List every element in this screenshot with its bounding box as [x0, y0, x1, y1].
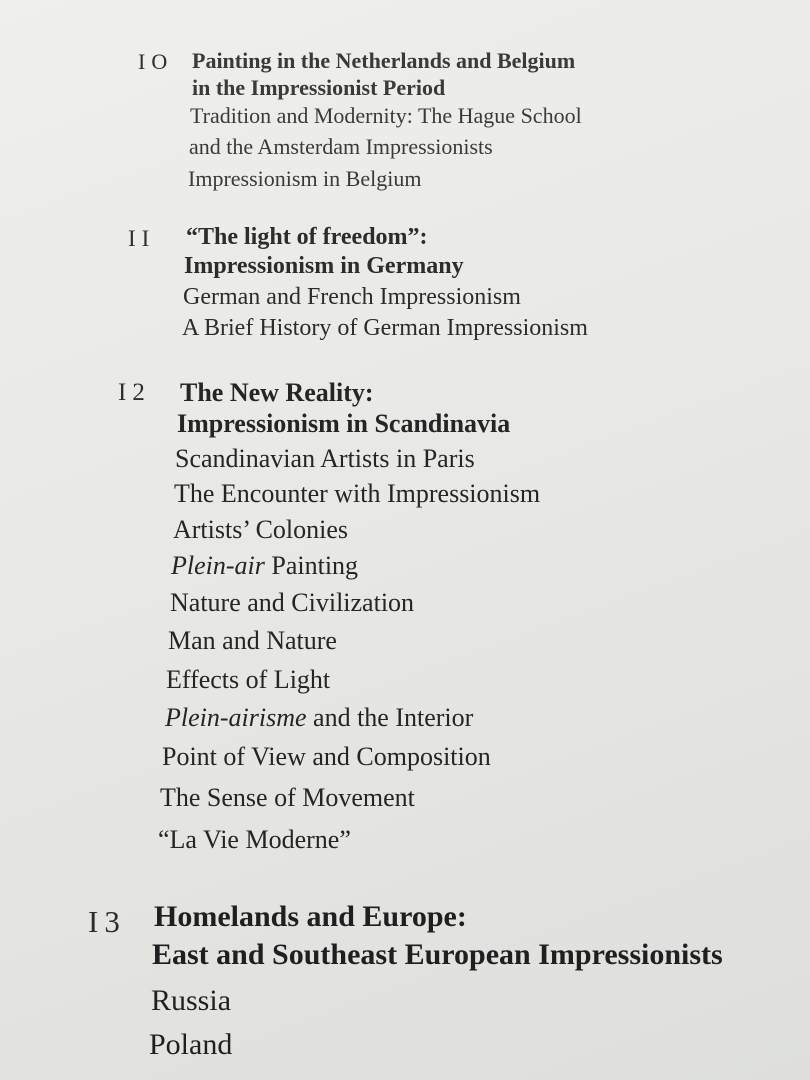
section-entry: Impressionism in Belgium: [188, 166, 422, 191]
section-entry: The Sense of Movement: [160, 783, 415, 812]
chapter-number: I3: [88, 904, 126, 939]
section-entry: and the Amsterdam Impressionists: [189, 134, 493, 159]
chapter-title-line: Homelands and Europe:: [154, 900, 467, 933]
section-entry: Nature and Civilization: [170, 588, 415, 617]
section-entry: Man and Nature: [168, 626, 337, 655]
section-entry: Scandinavian Artists in Paris: [175, 444, 475, 473]
section-entry-rest: and the Interior: [313, 703, 474, 732]
section-entry: [171, 551, 358, 581]
chapter-title-line: Impressionism in Scandinavia: [177, 409, 511, 438]
chapter-number: II: [128, 226, 156, 251]
chapter-title-line: East and Southeast European Impressionists: [152, 938, 723, 971]
section-entry: Poland: [149, 1028, 233, 1061]
chapter-number: I2: [118, 379, 151, 406]
section-entry-italic: Plein-air: [171, 551, 265, 580]
section-entry: A Brief History of German Impressionism: [182, 315, 588, 341]
chapter-title-line: Impressionism in Germany: [184, 253, 464, 279]
section-entry: [165, 703, 473, 733]
section-entry: The Encounter with Impressionism: [174, 479, 541, 508]
chapter-title-line: The New Reality:: [180, 378, 374, 407]
chapter-number: IO: [138, 49, 174, 74]
section-entry: “La Vie Moderne”: [158, 825, 351, 854]
section-entry: German and French Impressionism: [183, 284, 521, 310]
chapter-title-line: in the Impressionist Period: [192, 75, 446, 100]
section-entry-rest: Painting: [271, 551, 359, 580]
section-entry: Russia: [151, 984, 232, 1017]
section-entry: Tradition and Modernity: The Hague School: [190, 103, 582, 128]
section-entry: Point of View and Composition: [162, 742, 491, 771]
chapter-title-line: “The light of freedom”:: [186, 224, 428, 250]
section-entry: Artists’ Colonies: [173, 515, 349, 544]
chapter-title-line: Painting in the Netherlands and Belgium: [192, 48, 576, 73]
section-entry-italic: Plein-airisme: [165, 703, 307, 732]
section-entry: Effects of Light: [166, 665, 331, 694]
